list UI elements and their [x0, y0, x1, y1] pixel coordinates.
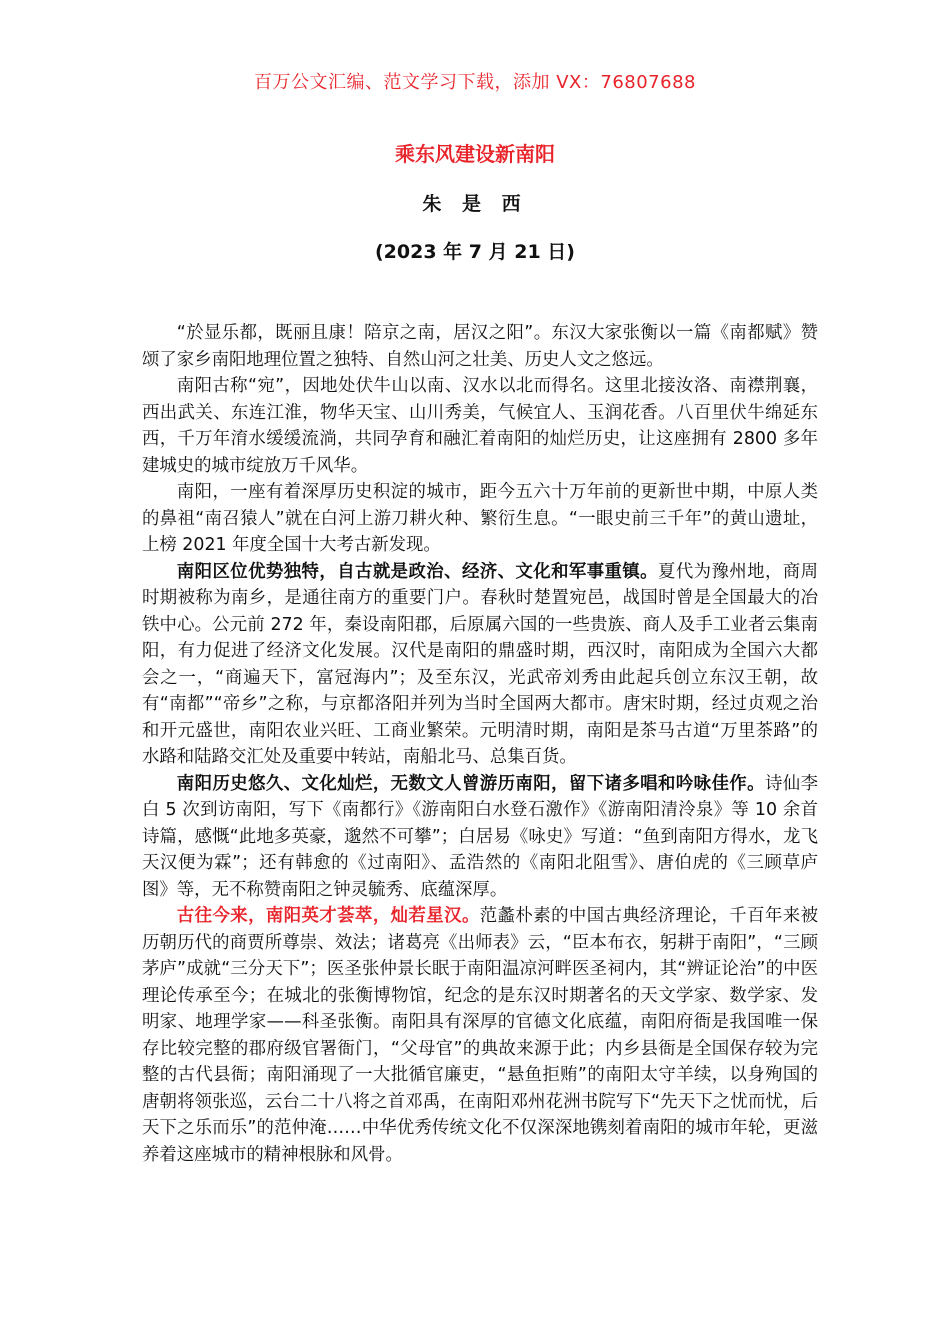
- paragraph-6: [142, 903, 818, 1168]
- paragraph-1: [142, 320, 818, 373]
- document-body: [142, 320, 818, 1168]
- paragraph-5-text: 诗仙李白 5 次到访南阳，写下《南都行》《游南阳白水登石激作》《游南阳清泠泉》等 10 余首诗篇，感慨“此地多英豪，邈然不可攀”；白居易《咏史》写道：“鱼到南阳方得水，龙飞天汉便为霖”；还有韩愈的《过南阳》、孟浩然的《南阳北阻雪》、唐伯虎的《三顾草庐图》等，无不称赞南阳之钟灵毓秀、底蕴深厚。: [142, 773, 818, 900]
- paragraph-2: [142, 373, 818, 479]
- paragraph-4-lead: 南阳区位优势独特，自古就是政治、经济、文化和军事重镇。: [176, 561, 659, 582]
- document-date: (2023 年 7 月 21 日): [375, 241, 575, 263]
- paragraph-3-text: 南阳，一座有着深厚历史积淀的城市，距今五六十万年前的更新世中期，中原人类的鼻祖“南召猿人”就在白河上游刀耕火种、繁衍生息。“一眼史前三千年”的黄山遗址，上榜 2021 年度全国十大考古新发现。: [142, 482, 818, 555]
- paragraph-6-text: 范蠡朴素的中国古典经济理论，千百年来被历朝历代的商贾所尊崇、效法；诸葛亮《出师表》云，“臣本布衣，躬耕于南阳”，“三顾茅庐”成就“三分天下”；医圣张仲景长眠于南阳温凉河畔医圣祠内，其“辨证论治”的中医理论传承至今；在城北的张衡博物馆，纪念的是东汉时期著名的天文学家、数学家、发明家、地理学家——科圣张衡。南阳具有深厚的官德文化底蕴，南阳府衙是我国唯一保存比较完整的郡府级官署衙门，“父母官”的典故来源于此；内乡县衙是全国保存较为完整的古代县衙；南阳涌现了一大批循官廉吏，“悬鱼拒贿”的南阳太守羊续，以身殉国的唐朝将领张巡，云台二十八将之首邓禹，在南阳邓州花洲书院写下“先天下之忧而忧，后天下之乐而乐”的范仲淹……中华优秀传统文化不仅深深地镌刻着南阳的城市年轮，更滋养着这座城市的精神根脉和风骨。: [142, 906, 818, 1165]
- header-banner: 百万公文汇编、范文学习下载，添加 VX：76807688: [254, 72, 696, 93]
- paragraph-4: [142, 559, 818, 771]
- paragraph-3: [142, 479, 818, 559]
- paragraph-5: [142, 771, 818, 904]
- paragraph-4-text: 夏代为豫州地，商周时期被称为南乡，是通往南方的重要门户。春秋时楚置宛邑，战国时曾是全国最大的冶铁中心。公元前 272 年，秦设南阳郡，后原属六国的一些贵族、商人及手工业者云集南阳，有力促进了经济文化发展。汉代是南阳的鼎盛时期，西汉时，南阳成为全国六大都会之一，“商遍天下，富冠海内”；及至东汉，光武帝刘秀由此起兵创立东汉王朝，故有“南都”“帝乡”之称，与京都洛阳并列为当时全国两大都市。唐宋时期，经过贞观之治和开元盛世，南阳农业兴旺、工商业繁荣。元明清时期，南阳是茶马古道“万里茶路”的水路和陆路交汇处及重要中转站，南船北马、总集百货。: [142, 561, 818, 767]
- document-title: 乘东风建设新南阳: [395, 142, 555, 166]
- paragraph-2-text: 南阳古称“宛”，因地处伏牛山以南、汉水以北而得名。这里北接汝洛、南襟荆襄，西出武关、东连江淮，物华天宝、山川秀美，气候宜人、玉润花香。八百里伏牛绵延东西，千万年淯水缓缓流淌，共同孕育和融汇着南阳的灿烂历史，让这座拥有 2800 多年建城史的城市绽放万千风华。: [142, 376, 818, 476]
- paragraph-6-lead: 古往今来，南阳英才荟萃，灿若星汉。: [176, 906, 480, 926]
- document-author: 朱 是 西: [422, 193, 528, 215]
- paragraph-1-text: “於显乐都，既丽且康！陪京之南，居汉之阳”。东汉大家张衡以一篇《南都赋》赞颂了家乡南阳地理位置之独特、自然山河之壮美、历史人文之悠远。: [142, 323, 818, 370]
- paragraph-5-lead: 南阳历史悠久、文化灿烂，无数文人曾游历南阳，留下诸多唱和吟咏佳作。: [176, 773, 765, 794]
